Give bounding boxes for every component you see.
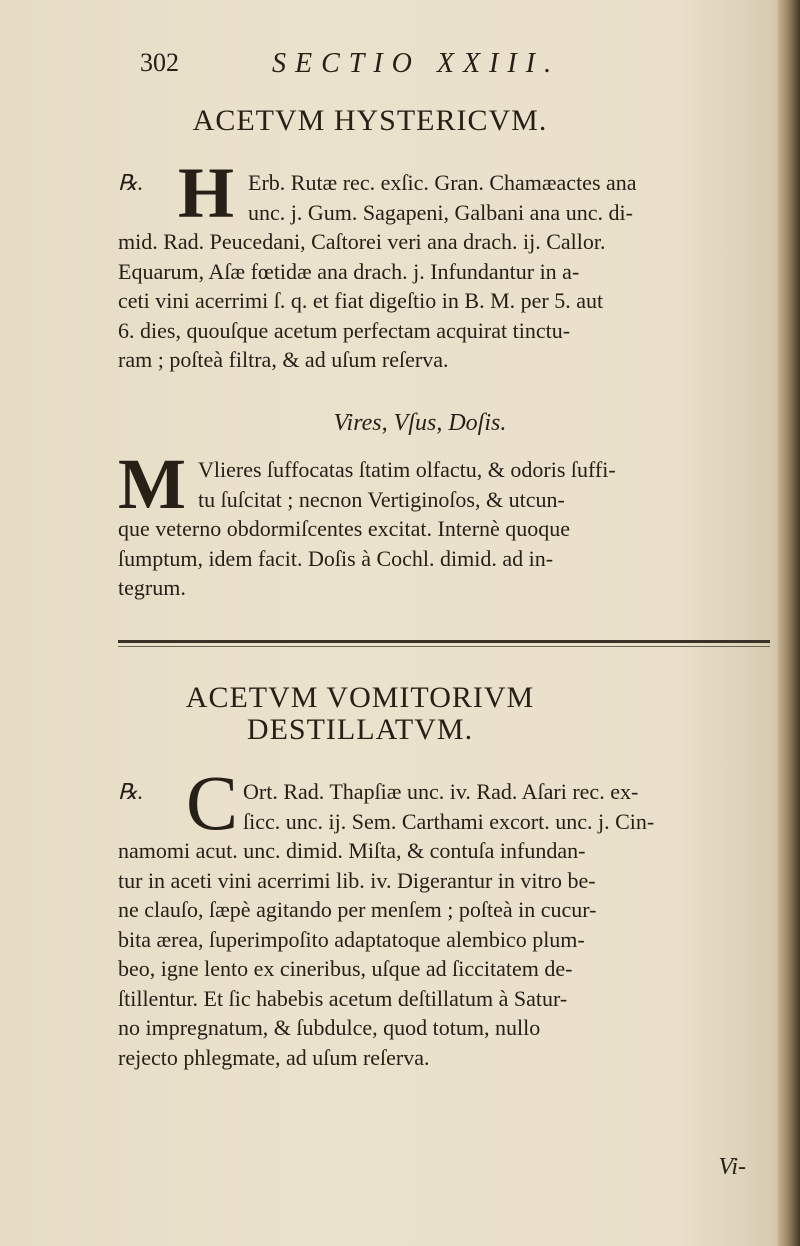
section-divider-rule	[118, 640, 770, 643]
text-line-content: Erb. Rutæ rec. exſic. Gran. Chamæactes ana	[248, 170, 637, 195]
text-line: unc. j. Gum. Sagapeni, Galbani ana unc. di-	[248, 199, 633, 225]
recipe-paragraph-2	[118, 777, 768, 1072]
page-number: 302	[140, 48, 179, 77]
text-line-content: Ort. Rad. Thapſiæ unc. iv. Rad. Aſari rec. ex-	[243, 779, 639, 804]
catchword: Vi-	[718, 1154, 746, 1180]
title-line-1: ACETVM VOMITORIVM	[185, 681, 535, 714]
text-line: tur in aceti vini acerrimi lib. iv. Digerantur in vitro be-	[118, 867, 596, 893]
text-line: ſumptum, idem facit. Doſis à Cochl. dimid. ad in-	[118, 545, 554, 571]
text-line: tu ſuſcitat ; necnon Vertiginoſos, & utcun-	[198, 486, 565, 512]
recipe-sign: ℞.	[118, 170, 144, 195]
section-title-acetum-hystericum: ACETVM HYSTERICVM.	[192, 104, 548, 137]
running-head-title: SECTIO XXIII.	[272, 48, 561, 79]
text-line: beo, igne lento ex cineribus, uſque ad ſiccitatem de-	[118, 956, 573, 981]
text-line: ſicc. unc. ij. Sem. Carthami excort. unc. j. Cin-	[243, 808, 655, 834]
text-line: ne clauſo, ſæpè agitando per menſem ; poſteà in cucur-	[118, 897, 597, 922]
subheading-vires-usus-dosis: Vires, Vſus, Doſis.	[333, 410, 507, 436]
drop-capital-h: H	[178, 153, 235, 233]
text-line: ceti vini acerrimi ſ. q. et fiat digeſtio in B. M. per 5. aut	[118, 288, 604, 313]
text-line: 6. dies, quouſque acetum perfectam acquirat tinctu-	[118, 317, 571, 343]
drop-capital-c: C	[186, 759, 239, 846]
recipe-paragraph-1	[118, 168, 768, 375]
text-line: bita ærea, ſuperimpoſito adaptatoque alembico plum-	[118, 926, 585, 952]
text-line: Vlieres ſuffocatas ſtatim olfactu, & odoris ſuffi-	[198, 457, 616, 482]
page-gutter-shadow	[778, 0, 800, 1246]
section-divider-rule-thin	[118, 646, 770, 647]
text-line	[118, 168, 768, 198]
section-title-acetum-vomitorium	[40, 682, 680, 746]
text-line: ram ; poſteà filtra, & ad uſum reſerva.	[118, 347, 449, 372]
text-line: tegrum.	[118, 575, 186, 600]
recipe-sign: ℞.	[118, 779, 144, 804]
text-line: rejecto phlegmate, ad uſum reſerva.	[118, 1044, 430, 1070]
effects-paragraph	[118, 444, 768, 603]
text-line: namomi acut. unc. dimid. Miſta, & contuſa infundan-	[118, 838, 586, 863]
title-line-2: DESTILLATVM.	[246, 713, 474, 746]
text-line: Equarum, Aſæ fœtidæ ana drach. j. Infundantur in a-	[118, 258, 580, 284]
text-line: que veterno obdormiſcentes excitat. Internè quoque	[118, 516, 571, 541]
text-line: no impregnatum, & ſubdulce, quod totum, nullo	[118, 1015, 541, 1040]
text-line	[118, 777, 768, 807]
text-line: mid. Rad. Peucedani, Caſtorei veri ana drach. ij. Callor.	[118, 229, 606, 254]
running-header	[140, 48, 620, 88]
text-line: ſtillentur. Et ſic habebis acetum deſtillatum à Satur-	[118, 985, 568, 1011]
drop-capital-m: M	[118, 444, 186, 524]
